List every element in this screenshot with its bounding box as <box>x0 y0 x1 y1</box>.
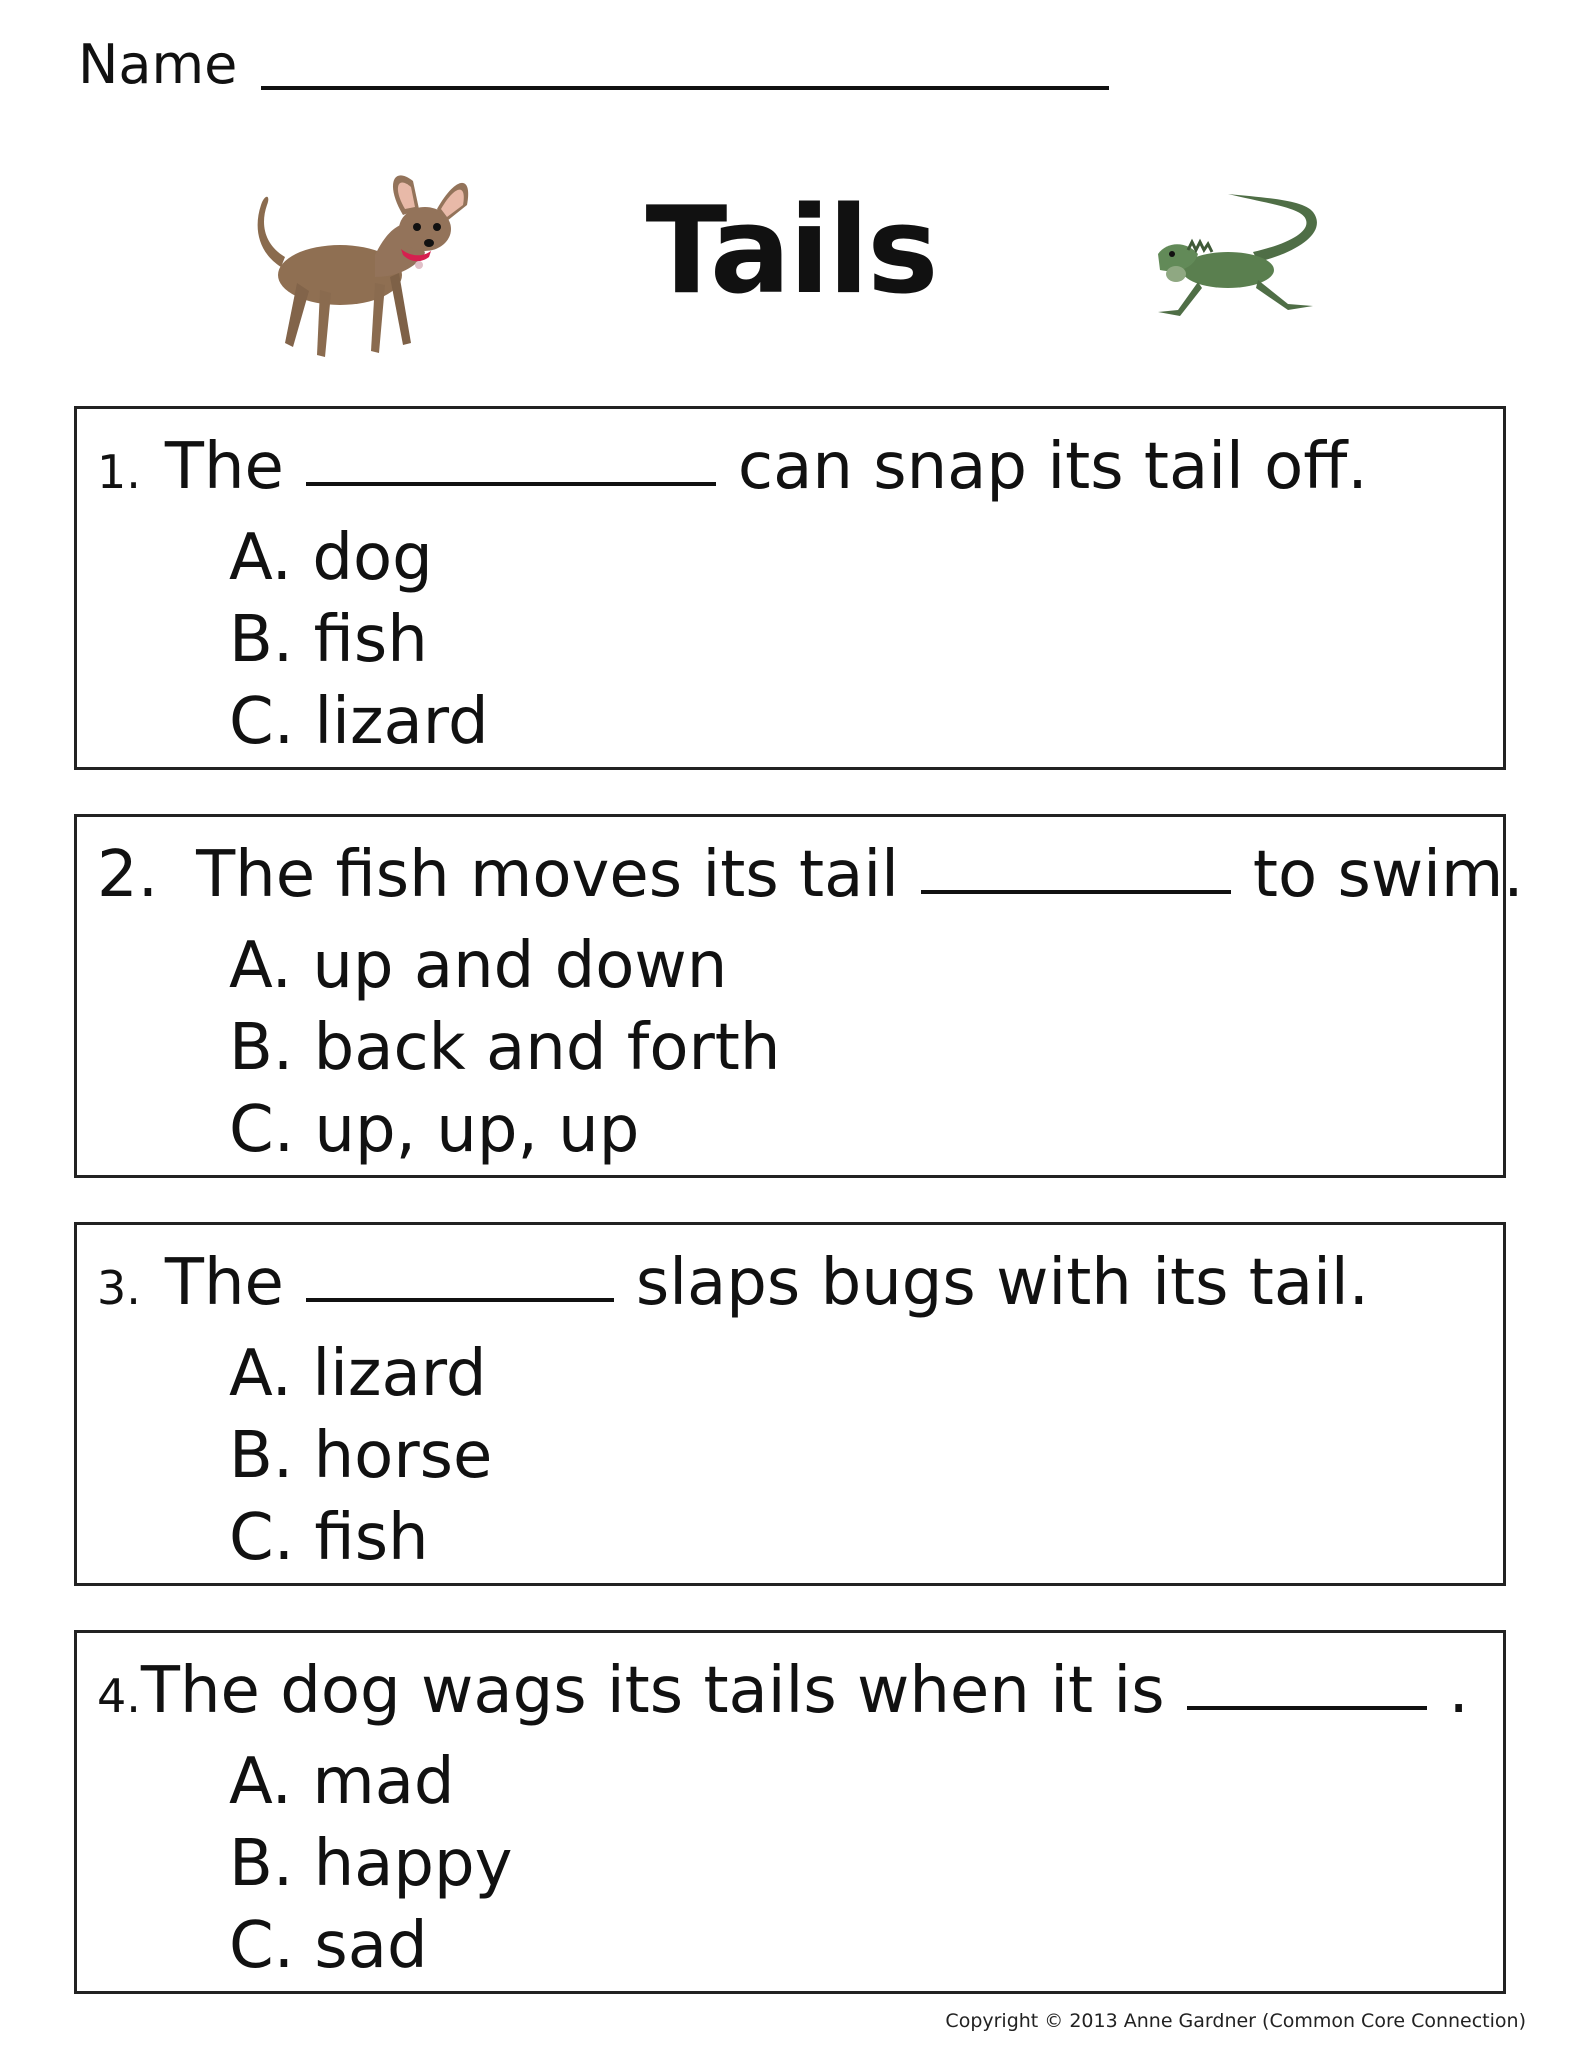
question-2-options <box>229 925 780 1171</box>
question-2-number: 2. <box>97 838 159 912</box>
question-4-box <box>74 1630 1506 1994</box>
question-3-options <box>229 1333 492 1579</box>
question-4-option-c[interactable]: C. sad <box>229 1909 428 1983</box>
question-3-option-b[interactable]: B. horse <box>229 1419 493 1493</box>
question-2-option-c[interactable]: C. up, up, up <box>229 1093 640 1167</box>
question-2-text-before: The fish moves its tail <box>196 838 899 912</box>
question-2-option-b[interactable]: B. back and forth <box>229 1011 781 1085</box>
question-1-blank[interactable] <box>306 482 716 486</box>
question-4-text-before: The dog wags its tails when it is <box>140 1654 1165 1728</box>
page-title: Tails <box>645 182 937 321</box>
question-4-stem <box>97 1654 1469 1728</box>
question-1-number: 1. <box>97 445 141 499</box>
question-2-text-after: to swim. <box>1252 838 1524 912</box>
question-2-blank[interactable] <box>921 890 1231 894</box>
question-4-blank[interactable] <box>1187 1706 1427 1710</box>
question-3-text-before: The <box>164 1246 284 1320</box>
question-1-stem <box>97 430 1368 504</box>
question-1-option-a[interactable]: A. dog <box>229 521 433 595</box>
question-2-box <box>74 814 1524 1178</box>
question-3-blank[interactable] <box>306 1298 614 1302</box>
question-4-options <box>229 1741 513 1987</box>
copyright-notice: Copyright © 2013 Anne Gardner (Common Core Connection) <box>945 2010 1526 2032</box>
question-4-option-a[interactable]: A. mad <box>229 1745 455 1819</box>
question-4-text-after: . <box>1448 1654 1469 1728</box>
question-3-box <box>74 1222 1506 1586</box>
question-1-box <box>74 406 1506 770</box>
question-3-option-a[interactable]: A. lizard <box>229 1337 487 1411</box>
question-1-option-b[interactable]: B. fish <box>229 603 428 677</box>
lizard-image <box>1138 192 1348 327</box>
name-blank-line[interactable] <box>261 86 1109 90</box>
question-2-stem <box>97 838 1524 912</box>
name-row <box>78 33 1109 96</box>
name-label: Name <box>78 33 238 96</box>
question-3-number: 3. <box>97 1261 141 1315</box>
question-3-text-after: slaps bugs with its tail. <box>635 1246 1369 1320</box>
question-1-options <box>229 517 489 763</box>
question-1-text-after: can snap its tail off. <box>737 430 1368 504</box>
question-2-option-a[interactable]: A. up and down <box>229 929 728 1003</box>
question-4-option-b[interactable]: B. happy <box>229 1827 513 1901</box>
question-3-option-c[interactable]: C. fish <box>229 1501 429 1575</box>
question-4-number: 4. <box>97 1669 141 1723</box>
question-1-option-c[interactable]: C. lizard <box>229 685 489 759</box>
question-1-text-before: The <box>164 430 284 504</box>
question-3-stem <box>97 1246 1369 1320</box>
